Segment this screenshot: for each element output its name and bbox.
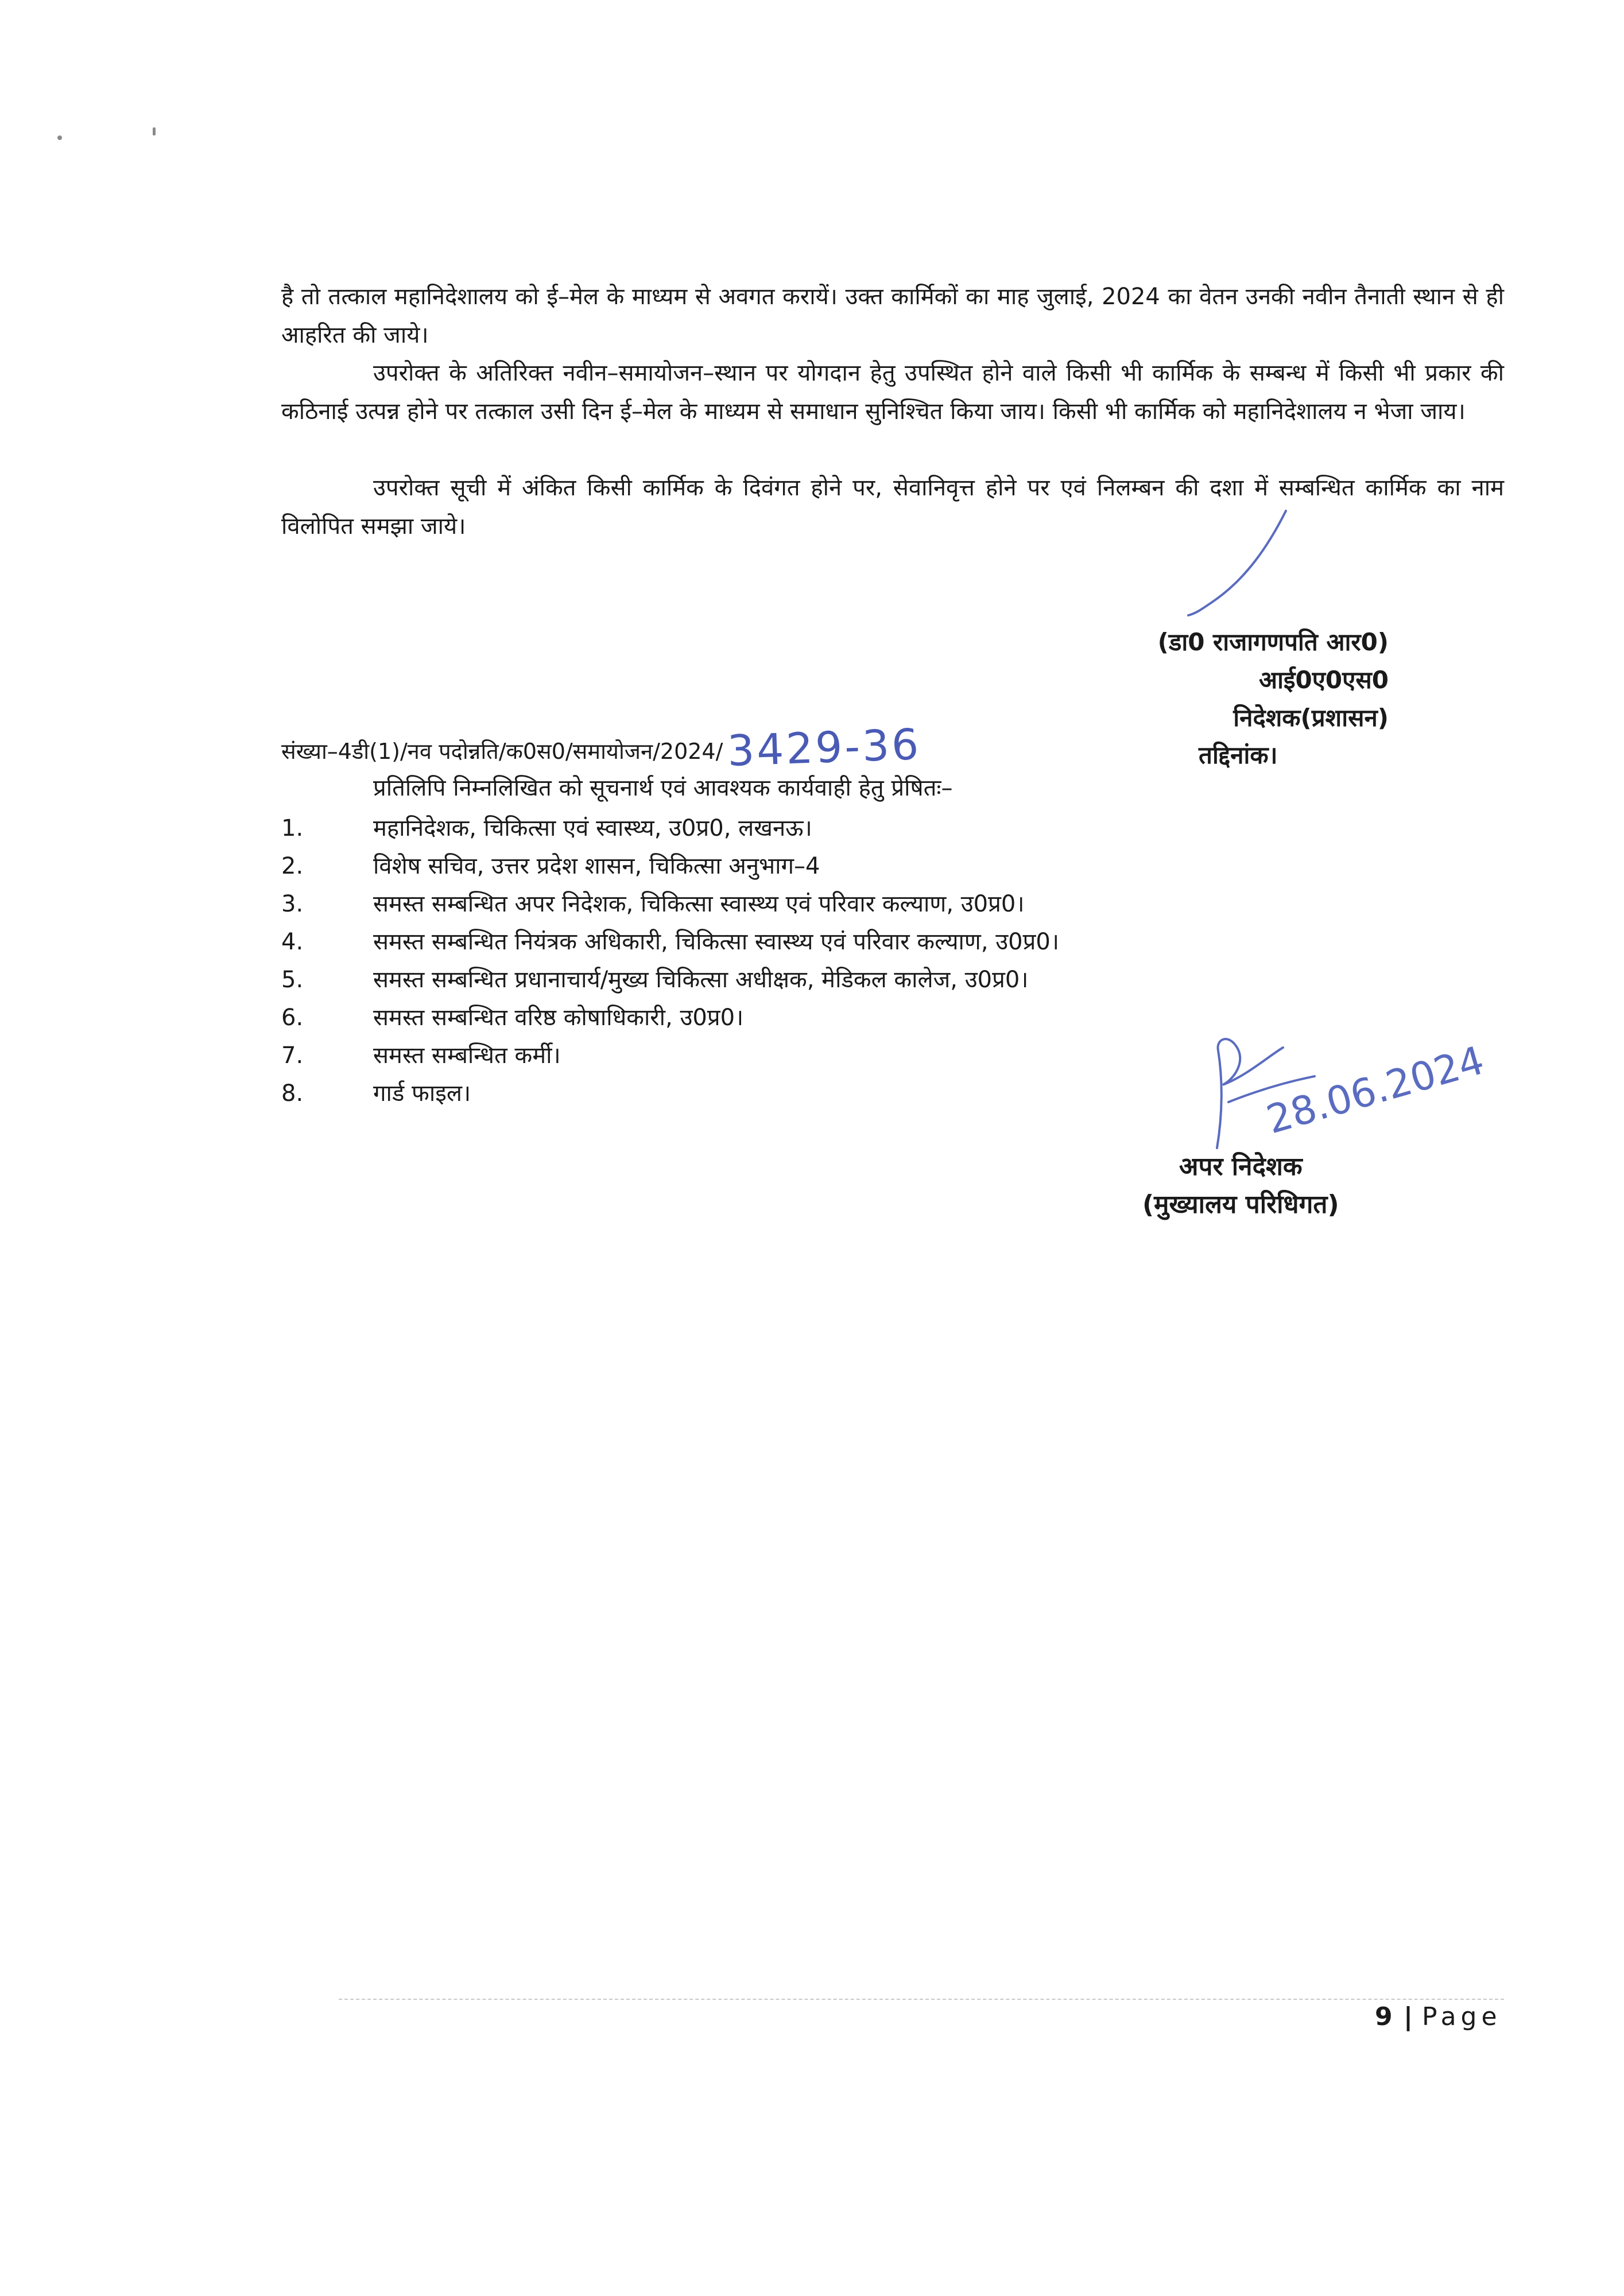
signatory2-office: (मुख्यालय परिधिगत) — [1142, 1190, 1339, 1219]
footer-rule — [339, 1999, 1504, 2000]
list-item-text: विशेष सचिव, उत्तर प्रदेश शासन, चिकित्सा अनुभाग–4 — [373, 853, 820, 879]
scan-speck — [57, 135, 62, 140]
reference-date: तद्दिनांक। — [1199, 741, 1278, 769]
list-item-number: 2. — [281, 853, 304, 879]
signatory-name: (डा0 राजागणपति आर0) — [1157, 628, 1389, 656]
handwritten-date: 28.06.2024 — [1261, 1038, 1489, 1143]
signatory-block-2 — [1142, 1148, 1339, 1224]
body-paragraph-3: उपरोक्त सूची में अंकित किसी कार्मिक के दिवंगत होने पर, सेवानिवृत्त होने पर एवं निलम्बन की दशा में सम्बन्धित कार्मिक का नाम विलोपित समझा जाये। — [281, 475, 1504, 540]
page-label: Page — [1422, 2002, 1502, 2031]
list-item-text: समस्त सम्बन्धित प्रधानाचार्य/मुख्य चिकित्सा अधीक्षक, मेडिकल कालेज, उ0प्र0। — [373, 967, 1029, 993]
page-number — [1375, 2002, 1502, 2031]
body-paragraph-2: उपरोक्त के अतिरिक्त नवीन–समायोजन–स्थान पर योगदान हेतु उपस्थित होने वाले किसी भी कार्मिक के सम्बन्ध में किसी भी प्रकार की कठिनाई उत्पन्न होने पर तत्काल उसी दिन ई–मेल के माध्यम से समाधान सुनिश्चित किया जाय। किसी भी कार्मिक को महानिदेशालय न भेजा जाय। — [281, 360, 1504, 425]
signatory2-designation: अपर निदेशक — [1179, 1152, 1303, 1181]
list-item-number: 3. — [281, 891, 304, 917]
signatory-block-1 — [1158, 623, 1389, 737]
reference-number — [281, 720, 923, 776]
signatory-service: आई0ए0एस0 — [1258, 666, 1389, 694]
signature-stroke-1 — [1171, 505, 1309, 620]
list-item-number: 5. — [281, 967, 304, 993]
scan-speck — [153, 127, 156, 135]
list-item-text: समस्त सम्बन्धित वरिष्ठ कोषाधिकारी, उ0प्र0। — [373, 1004, 744, 1031]
reference-prefix: संख्या–4डी(1)/नव पदोन्नति/क0स0/समायोजन/2024/ — [281, 739, 723, 764]
list-item-text: महानिदेशक, चिकित्सा एवं स्वास्थ्य, उ0प्र0, लखनऊ। — [373, 815, 812, 841]
list-item-number: 6. — [281, 1004, 304, 1031]
list-item-text: समस्त सम्बन्धित नियंत्रक अधिकारी, चिकित्सा स्वास्थ्य एवं परिवार कल्याण, उ0प्र0। — [373, 929, 1060, 955]
list-item-number: 1. — [281, 815, 304, 841]
list-item-number: 7. — [281, 1042, 304, 1069]
page-number-separator: | — [1403, 2002, 1414, 2031]
body-paragraph-1: है तो तत्काल महानिदेशालय को ई–मेल के माध्यम से अवगत करायें। उक्त कार्मिकों का माह जुलाई, 2024 का वेतन उनकी नवीन तैनाती स्थान से ही आहरित की जाये। — [281, 284, 1504, 348]
list-item-text: गार्ड फाइल। — [373, 1080, 471, 1107]
list-item-text: समस्त सम्बन्धित कर्मी। — [373, 1042, 561, 1069]
signatory-designation: निदेशक(प्रशासन) — [1233, 704, 1389, 732]
copy-intro: प्रतिलिपि निम्नलिखित को सूचनार्थ एवं आवश्यक कार्यवाही हेतु प्रेषितः– — [373, 775, 953, 801]
list-item-number: 4. — [281, 929, 304, 955]
list-item-number: 8. — [281, 1080, 304, 1107]
handwritten-reference-number: 3429-36 — [727, 720, 923, 776]
signature-initials-2 — [1183, 1016, 1504, 1165]
list-item-text: समस्त सम्बन्धित अपर निदेशक, चिकित्सा स्वास्थ्य एवं परिवार कल्याण, उ0प्र0। — [373, 891, 1025, 917]
page-number-value: 9 — [1375, 2002, 1394, 2031]
